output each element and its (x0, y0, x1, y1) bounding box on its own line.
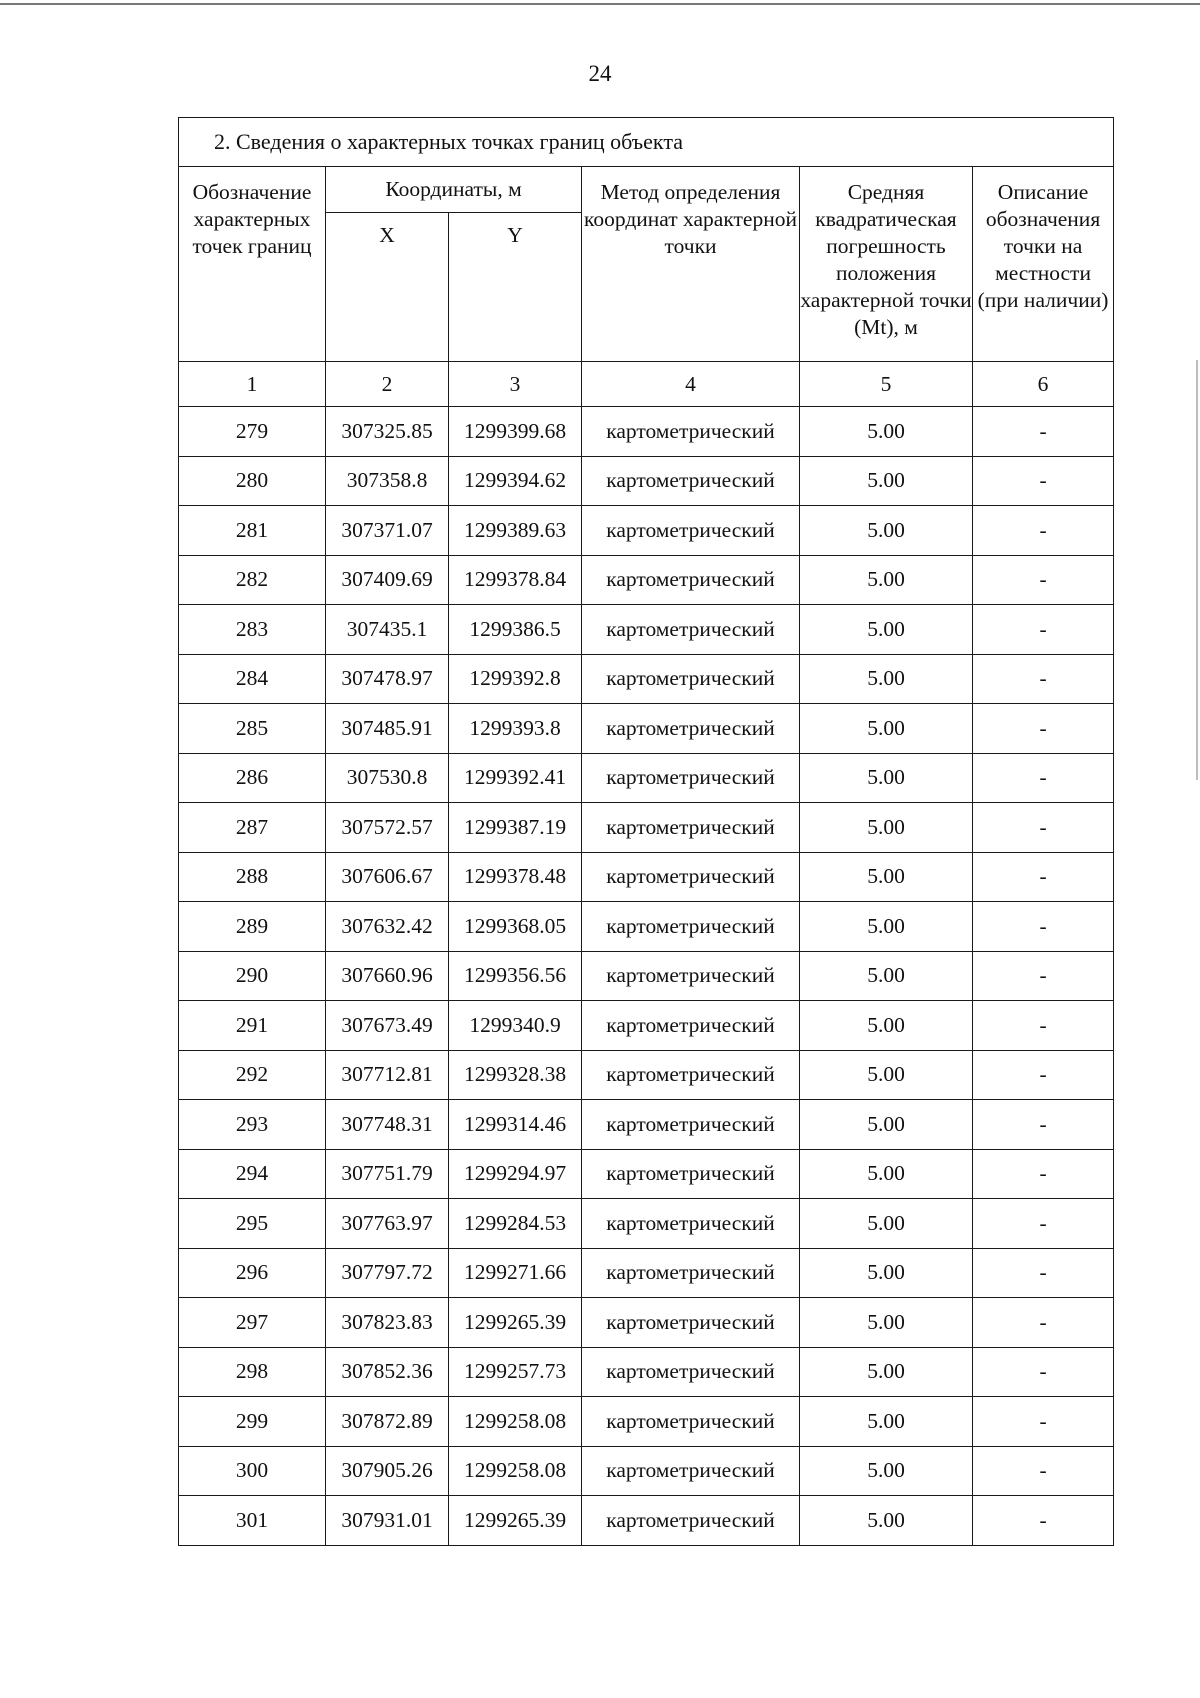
error-cell: 5.00 (800, 456, 973, 506)
method-cell: картометрический (582, 803, 800, 853)
error-cell: 5.00 (800, 803, 973, 853)
top-edge-rule (0, 3, 1200, 5)
table-row (179, 1446, 1114, 1496)
error-cell: 5.00 (800, 506, 973, 556)
point-number-cell: 294 (179, 1149, 326, 1199)
y-coordinate-cell: 1299386.5 (449, 605, 582, 655)
error-cell: 5.00 (800, 605, 973, 655)
x-coordinate-cell: 307660.96 (326, 951, 449, 1001)
right-edge-rule (1196, 360, 1198, 780)
y-coordinate-cell: 1299378.84 (449, 555, 582, 605)
y-coordinate-cell: 1299394.62 (449, 456, 582, 506)
x-coordinate-cell: 307673.49 (326, 1001, 449, 1051)
x-coordinate-cell: 307872.89 (326, 1397, 449, 1447)
point-number-cell: 287 (179, 803, 326, 853)
y-coordinate-cell: 1299392.41 (449, 753, 582, 803)
point-number-cell: 300 (179, 1446, 326, 1496)
point-number-cell: 284 (179, 654, 326, 704)
point-number-cell: 298 (179, 1347, 326, 1397)
header-y: Y (449, 213, 582, 362)
point-number-cell: 293 (179, 1100, 326, 1150)
point-number-cell: 288 (179, 852, 326, 902)
error-cell: 5.00 (800, 654, 973, 704)
point-number-cell: 296 (179, 1248, 326, 1298)
y-coordinate-cell: 1299378.48 (449, 852, 582, 902)
header-point-description: Описание обозначения точки на местности (при наличии) (973, 167, 1114, 362)
point-number-cell: 282 (179, 555, 326, 605)
method-cell: картометрический (582, 1298, 800, 1348)
table-row (179, 1149, 1114, 1199)
y-coordinate-cell: 1299265.39 (449, 1298, 582, 1348)
description-cell: - (973, 852, 1114, 902)
x-coordinate-cell: 307712.81 (326, 1050, 449, 1100)
point-number-cell: 279 (179, 407, 326, 457)
method-cell: картометрический (582, 456, 800, 506)
header-point-designation: Обозначение характерных точек границ (179, 167, 326, 362)
y-coordinate-cell: 1299265.39 (449, 1496, 582, 1546)
description-cell: - (973, 704, 1114, 754)
method-cell: картометрический (582, 654, 800, 704)
error-cell: 5.00 (800, 1100, 973, 1150)
description-cell: - (973, 1050, 1114, 1100)
header-row (179, 167, 1114, 213)
y-coordinate-cell: 1299314.46 (449, 1100, 582, 1150)
y-coordinate-cell: 1299257.73 (449, 1347, 582, 1397)
description-cell: - (973, 902, 1114, 952)
column-number: 3 (449, 362, 582, 407)
x-coordinate-cell: 307823.83 (326, 1298, 449, 1348)
table-row (179, 407, 1114, 457)
header-x: X (326, 213, 449, 362)
method-cell: картометрический (582, 1496, 800, 1546)
x-coordinate-cell: 307325.85 (326, 407, 449, 457)
table-row (179, 803, 1114, 853)
point-number-cell: 286 (179, 753, 326, 803)
description-cell: - (973, 951, 1114, 1001)
error-cell: 5.00 (800, 407, 973, 457)
table-row (179, 852, 1114, 902)
x-coordinate-cell: 307905.26 (326, 1446, 449, 1496)
page-number: 24 (588, 61, 612, 86)
x-coordinate-cell: 307748.31 (326, 1100, 449, 1150)
method-cell: картометрический (582, 1199, 800, 1249)
table-row (179, 1100, 1114, 1150)
description-cell: - (973, 555, 1114, 605)
method-cell: картометрический (582, 1248, 800, 1298)
column-number: 2 (326, 362, 449, 407)
error-cell: 5.00 (800, 1248, 973, 1298)
method-cell: картометрический (582, 753, 800, 803)
table-row (179, 902, 1114, 952)
table-row (179, 1001, 1114, 1051)
column-number: 6 (973, 362, 1114, 407)
error-cell: 5.00 (800, 704, 973, 754)
method-cell: картометрический (582, 1001, 800, 1051)
error-cell: 5.00 (800, 902, 973, 952)
description-cell: - (973, 407, 1114, 457)
description-cell: - (973, 803, 1114, 853)
table-row (179, 1248, 1114, 1298)
description-cell: - (973, 1496, 1114, 1546)
y-coordinate-cell: 1299271.66 (449, 1248, 582, 1298)
table-row (179, 654, 1114, 704)
table-row (179, 1397, 1114, 1447)
point-number-cell: 291 (179, 1001, 326, 1051)
point-number-cell: 289 (179, 902, 326, 952)
method-cell: картометрический (582, 951, 800, 1001)
description-cell: - (973, 1100, 1114, 1150)
method-cell: картометрический (582, 1050, 800, 1100)
method-cell: картометрический (582, 704, 800, 754)
description-cell: - (973, 1397, 1114, 1447)
description-cell: - (973, 753, 1114, 803)
column-number-row (179, 362, 1114, 407)
method-cell: картометрический (582, 506, 800, 556)
y-coordinate-cell: 1299356.56 (449, 951, 582, 1001)
point-number-cell: 285 (179, 704, 326, 754)
error-cell: 5.00 (800, 852, 973, 902)
x-coordinate-cell: 307606.67 (326, 852, 449, 902)
method-cell: картометрический (582, 1100, 800, 1150)
x-coordinate-cell: 307931.01 (326, 1496, 449, 1546)
y-coordinate-cell: 1299392.8 (449, 654, 582, 704)
point-number-cell: 301 (179, 1496, 326, 1546)
x-coordinate-cell: 307632.42 (326, 902, 449, 952)
method-cell: картометрический (582, 852, 800, 902)
table-title-row (179, 118, 1114, 167)
table-row (179, 951, 1114, 1001)
point-number-cell: 290 (179, 951, 326, 1001)
error-cell: 5.00 (800, 1496, 973, 1546)
header-mean-square-error: Средняя квадратическая погрешность положения характерной точки (Mt), м (800, 167, 973, 362)
error-cell: 5.00 (800, 1446, 973, 1496)
x-coordinate-cell: 307478.97 (326, 654, 449, 704)
method-cell: картометрический (582, 1446, 800, 1496)
error-cell: 5.00 (800, 753, 973, 803)
y-coordinate-cell: 1299340.9 (449, 1001, 582, 1051)
table-title: 2. Сведения о характерных точках границ объекта (179, 118, 1114, 167)
x-coordinate-cell: 307409.69 (326, 555, 449, 605)
y-coordinate-cell: 1299387.19 (449, 803, 582, 853)
x-coordinate-cell: 307852.36 (326, 1347, 449, 1397)
description-cell: - (973, 1298, 1114, 1348)
error-cell: 5.00 (800, 1050, 973, 1100)
method-cell: картометрический (582, 1397, 800, 1447)
x-coordinate-cell: 307572.57 (326, 803, 449, 853)
header-coordinates: Координаты, м (326, 167, 582, 213)
header-method: Метод определения координат характерной точки (582, 167, 800, 362)
error-cell: 5.00 (800, 951, 973, 1001)
error-cell: 5.00 (800, 555, 973, 605)
description-cell: - (973, 1248, 1114, 1298)
table-row (179, 1496, 1114, 1546)
method-cell: картометрический (582, 407, 800, 457)
error-cell: 5.00 (800, 1298, 973, 1348)
column-number: 5 (800, 362, 973, 407)
point-number-cell: 295 (179, 1199, 326, 1249)
point-number-cell: 299 (179, 1397, 326, 1447)
description-cell: - (973, 1149, 1114, 1199)
point-number-cell: 281 (179, 506, 326, 556)
table-row (179, 456, 1114, 506)
x-coordinate-cell: 307358.8 (326, 456, 449, 506)
y-coordinate-cell: 1299328.38 (449, 1050, 582, 1100)
table-row (179, 1347, 1114, 1397)
y-coordinate-cell: 1299284.53 (449, 1199, 582, 1249)
table-row (179, 506, 1114, 556)
column-number: 4 (582, 362, 800, 407)
point-number-cell: 292 (179, 1050, 326, 1100)
method-cell: картометрический (582, 1149, 800, 1199)
description-cell: - (973, 1446, 1114, 1496)
error-cell: 5.00 (800, 1199, 973, 1249)
point-number-cell: 283 (179, 605, 326, 655)
table-row (179, 1050, 1114, 1100)
description-cell: - (973, 506, 1114, 556)
method-cell: картометрический (582, 605, 800, 655)
method-cell: картометрический (582, 1347, 800, 1397)
description-cell: - (973, 605, 1114, 655)
point-number-cell: 280 (179, 456, 326, 506)
error-cell: 5.00 (800, 1001, 973, 1051)
y-coordinate-cell: 1299389.63 (449, 506, 582, 556)
table-row (179, 704, 1114, 754)
table-row (179, 1298, 1114, 1348)
y-coordinate-cell: 1299368.05 (449, 902, 582, 952)
error-cell: 5.00 (800, 1347, 973, 1397)
point-number-cell: 297 (179, 1298, 326, 1348)
description-cell: - (973, 1199, 1114, 1249)
description-cell: - (973, 1001, 1114, 1051)
table-row (179, 1199, 1114, 1249)
column-number: 1 (179, 362, 326, 407)
error-cell: 5.00 (800, 1149, 973, 1199)
description-cell: - (973, 456, 1114, 506)
y-coordinate-cell: 1299294.97 (449, 1149, 582, 1199)
x-coordinate-cell: 307763.97 (326, 1199, 449, 1249)
x-coordinate-cell: 307485.91 (326, 704, 449, 754)
x-coordinate-cell: 307797.72 (326, 1248, 449, 1298)
y-coordinate-cell: 1299258.08 (449, 1397, 582, 1447)
description-cell: - (973, 1347, 1114, 1397)
description-cell: - (973, 654, 1114, 704)
method-cell: картометрический (582, 902, 800, 952)
method-cell: картометрический (582, 555, 800, 605)
y-coordinate-cell: 1299258.08 (449, 1446, 582, 1496)
y-coordinate-cell: 1299393.8 (449, 704, 582, 754)
x-coordinate-cell: 307371.07 (326, 506, 449, 556)
y-coordinate-cell: 1299399.68 (449, 407, 582, 457)
table-row (179, 605, 1114, 655)
x-coordinate-cell: 307530.8 (326, 753, 449, 803)
x-coordinate-cell: 307751.79 (326, 1149, 449, 1199)
boundary-points-table (178, 117, 1114, 1546)
table-row (179, 555, 1114, 605)
error-cell: 5.00 (800, 1397, 973, 1447)
x-coordinate-cell: 307435.1 (326, 605, 449, 655)
table-row (179, 753, 1114, 803)
